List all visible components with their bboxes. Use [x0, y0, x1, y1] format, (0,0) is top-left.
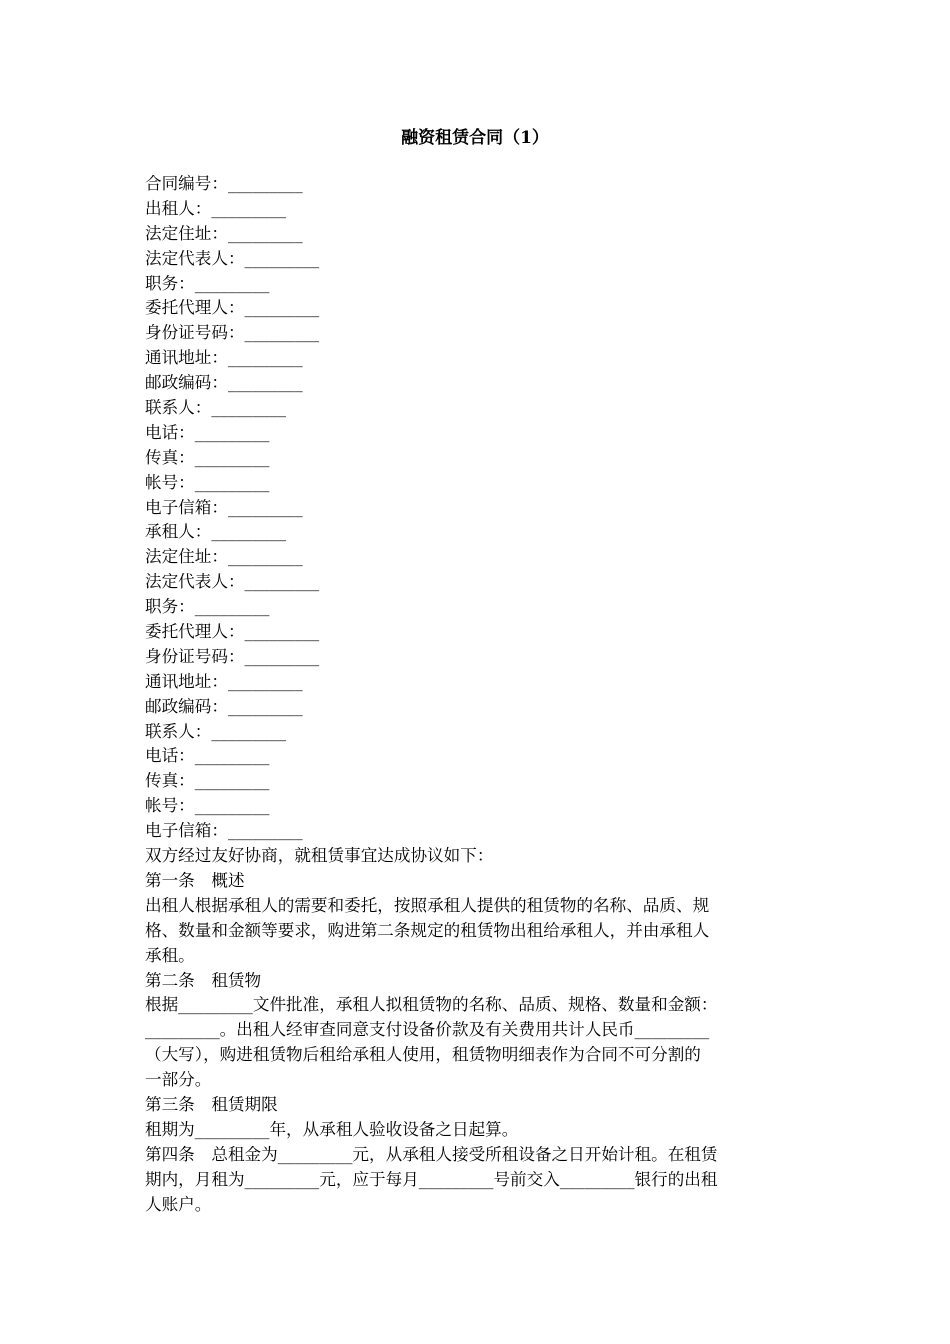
field-lessor-account: 帐号：_________: [145, 472, 270, 492]
field-lessor-address: 法定住址：_________: [145, 223, 303, 243]
field-lessor-contact: 联系人：_________: [145, 398, 287, 418]
field-lessee-id-number: 身份证号码：_________: [145, 646, 320, 666]
document-title: 融资租赁合同（1）: [401, 128, 549, 148]
article-2-heading: 第二条 租赁物: [145, 970, 262, 990]
field-lessor-postcode: 邮政编码：_________: [145, 373, 303, 393]
article-3-text-line: 租期为_________年，从承租人验收设备之日起算。: [145, 1119, 519, 1139]
field-lessee-position: 职务：_________: [145, 597, 270, 617]
field-lessee-address: 法定住址：_________: [145, 547, 303, 567]
article-2-text-line: 根据_________文件批准，承租人拟租赁物的名称、品质、规格、数量和金额：: [145, 995, 718, 1015]
field-lessor-legal-rep: 法定代表人：_________: [145, 248, 320, 268]
field-lessor-phone: 电话：_________: [145, 422, 270, 442]
field-lessee-postcode: 邮政编码：_________: [145, 696, 303, 716]
field-lessor-id-number: 身份证号码：_________: [145, 323, 320, 343]
field-lessee-account: 帐号：_________: [145, 796, 270, 816]
article-2-text-line: 一部分。: [145, 1070, 212, 1090]
field-lessor-email: 电子信箱：_________: [145, 497, 303, 517]
article-1-heading: 第一条 概述: [145, 870, 245, 890]
document-body: [145, 172, 815, 1217]
field-lessor-mailing-address: 通讯地址：_________: [145, 348, 303, 368]
field-lessor-position: 职务：_________: [145, 273, 270, 293]
field-lessee: 承租人：_________: [145, 522, 287, 542]
field-lessee-contact: 联系人：_________: [145, 721, 287, 741]
article-4-text-line: 期内，月租为_________元，应于每月_________号前交入_________银行的出租: [145, 1169, 718, 1189]
field-lessee-fax: 传真：_________: [145, 771, 270, 791]
article-4-text-line: 人账户。: [145, 1194, 212, 1214]
article-2-text-line: _________。出租人经审查同意支付设备价款及有关费用共计人民币_________: [145, 1020, 710, 1040]
article-3-heading: 第三条 租赁期限: [145, 1094, 278, 1114]
field-lessor-fax: 传真：_________: [145, 447, 270, 467]
agreement-intro: 双方经过友好协商，就租赁事宜达成协议如下：: [145, 846, 494, 866]
field-lessee-agent: 委托代理人：_________: [145, 622, 320, 642]
article-2-text-line: （大写），购进租赁物后租给承租人使用，租赁物明细表作为合同不可分割的: [145, 1045, 701, 1065]
field-lessor-agent: 委托代理人：_________: [145, 298, 320, 318]
article-1-text-line: 出租人根据承租人的需要和委托，按照承租人提供的租赁物的名称、品质、规: [145, 895, 710, 915]
article-1-text-line: 承租。: [145, 945, 195, 965]
field-lessee-mailing-address: 通讯地址：_________: [145, 671, 303, 691]
article-4-text-line: 第四条 总租金为_________元，从承租人接受所租设备之日开始计租。在租赁: [145, 1144, 718, 1164]
field-lessee-email: 电子信箱：_________: [145, 821, 303, 841]
field-lessee-phone: 电话：_________: [145, 746, 270, 766]
field-contract-number: 合同编号：_________: [145, 174, 303, 193]
article-1-text-line: 格、数量和金额等要求，购进第二条规定的租赁物出租给承租人，并由承租人: [145, 920, 710, 940]
field-lessee-legal-rep: 法定代表人：_________: [145, 572, 320, 592]
field-lessor: 出租人：_________: [145, 198, 287, 218]
